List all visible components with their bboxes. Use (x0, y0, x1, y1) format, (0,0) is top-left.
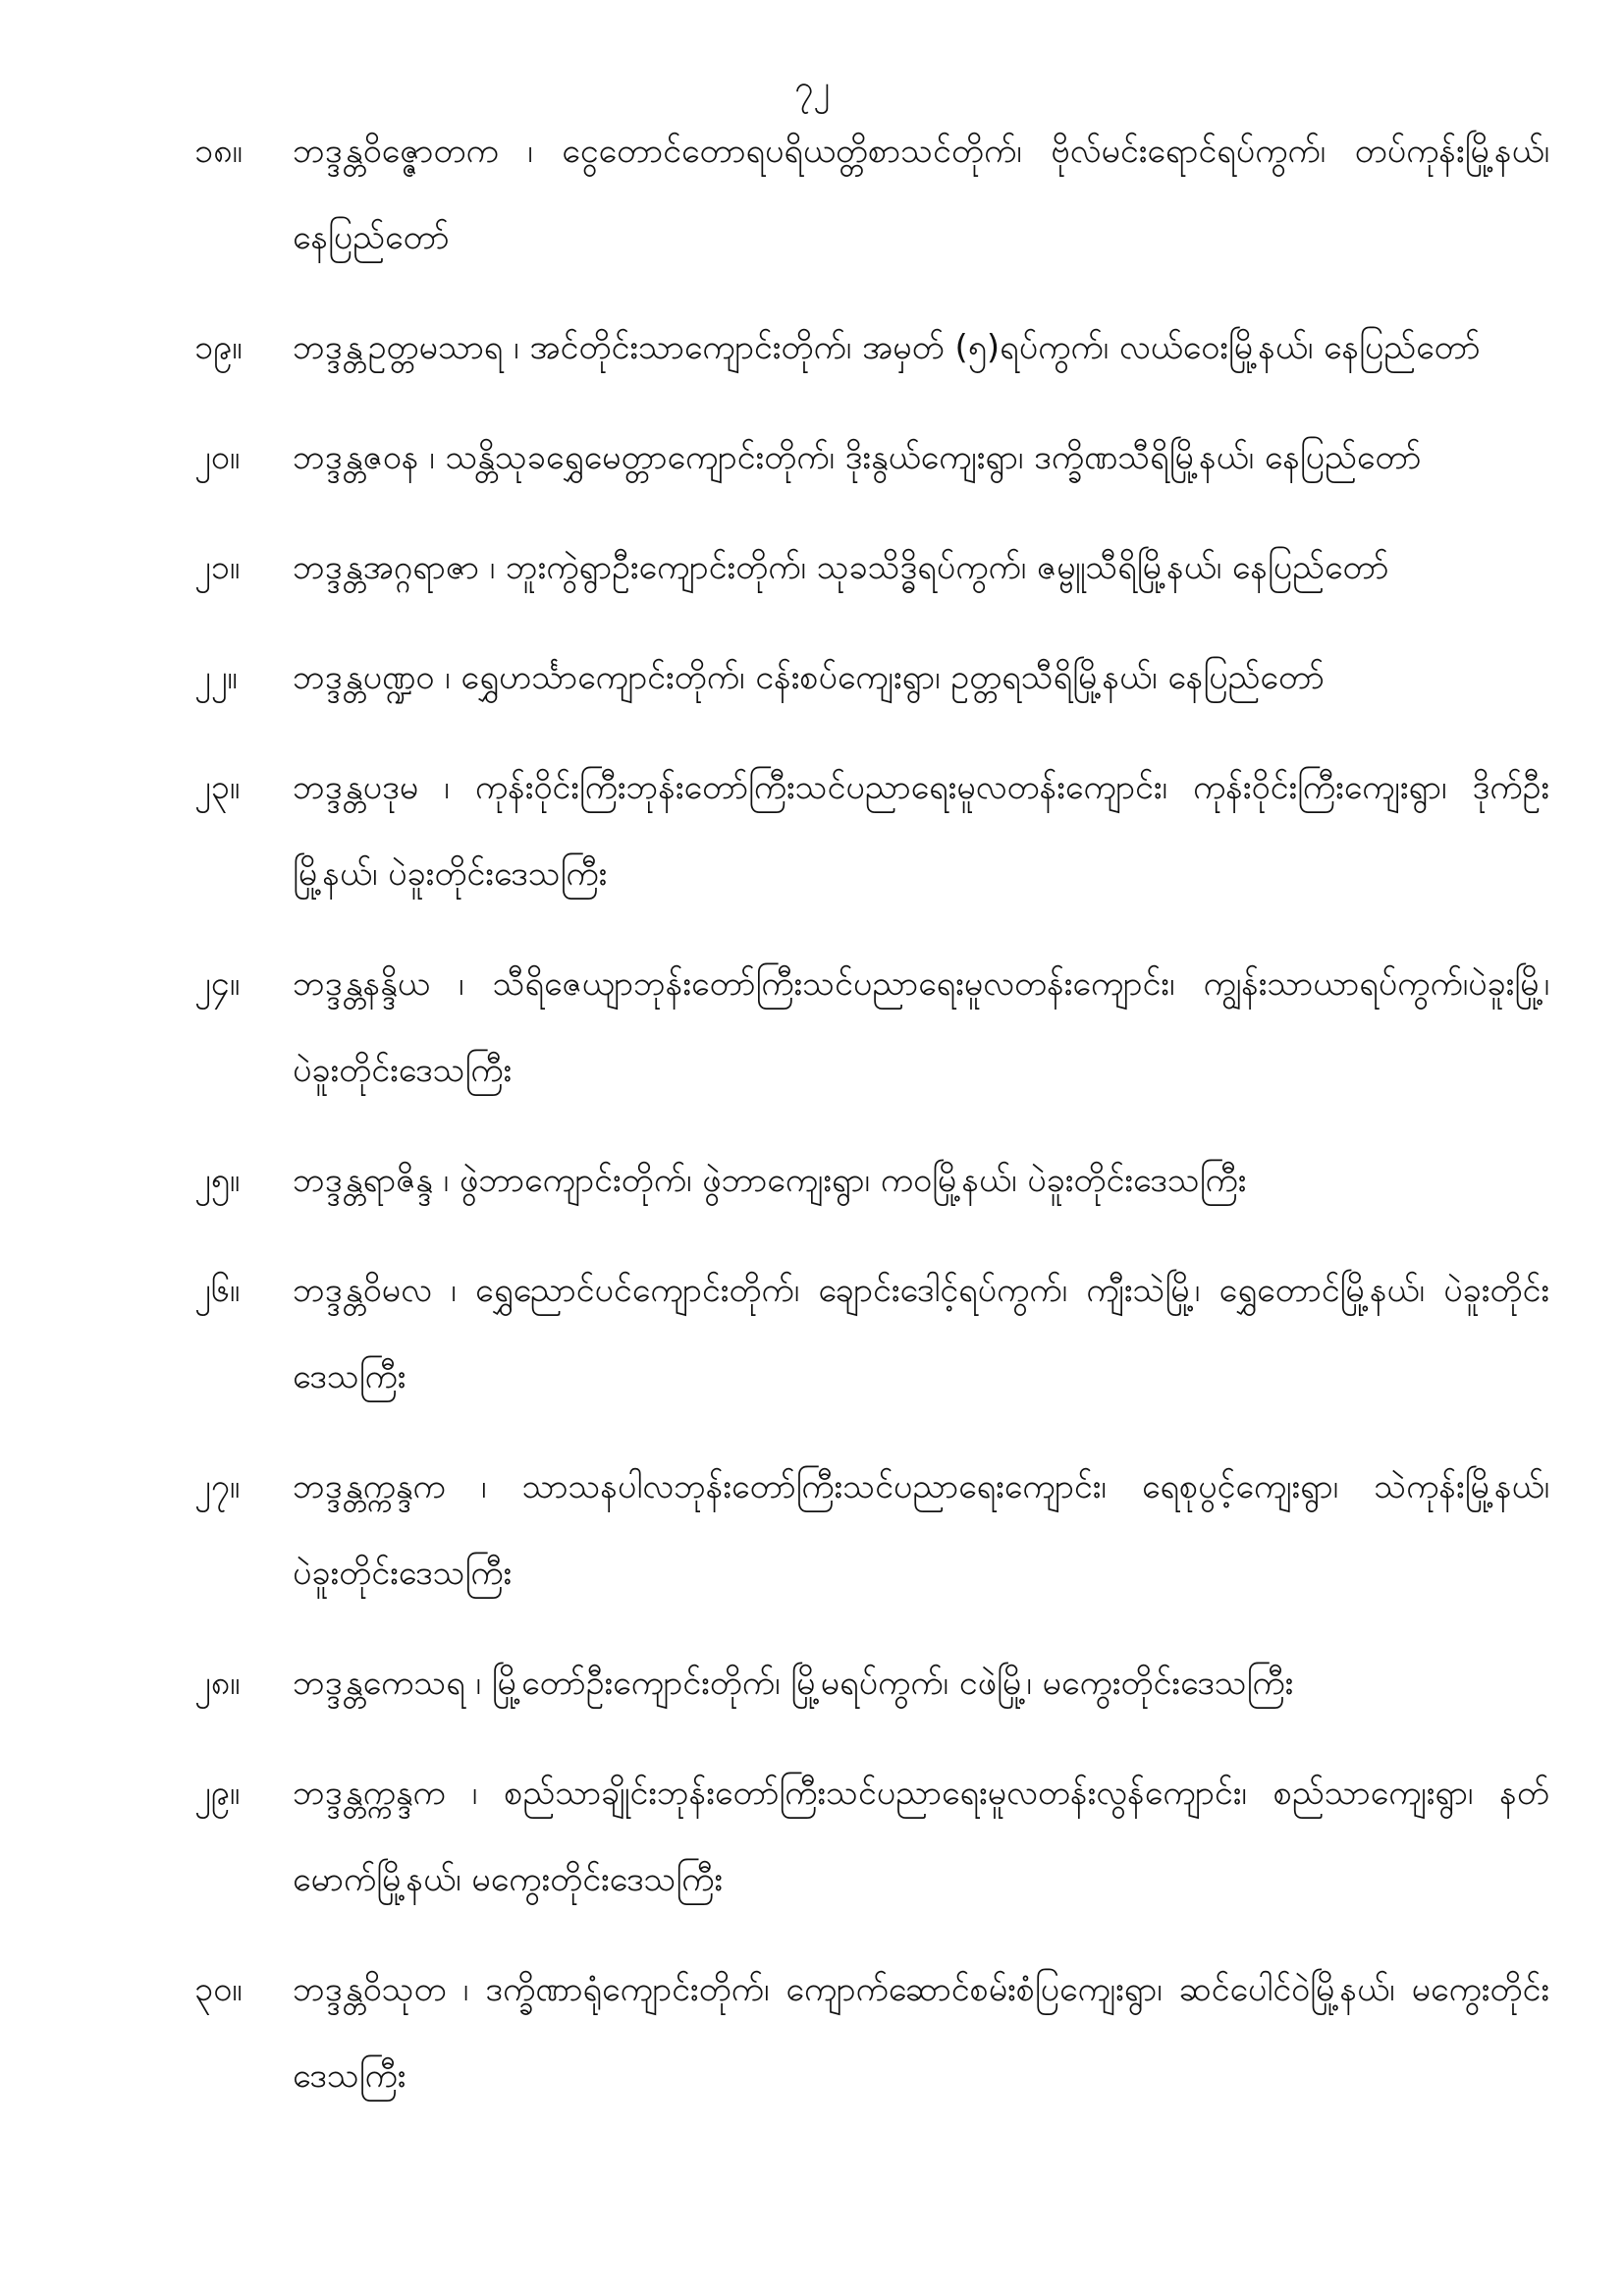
list-item (0, 414, 1624, 501)
entry-number: ၂၆။ (194, 1271, 241, 1310)
entry-number: ၁၈။ (194, 132, 243, 171)
list-item (0, 634, 1624, 721)
entry-number: ၂၁။ (194, 548, 241, 587)
entry-text: ဘဒ္ဒန္တပဒုမ ၊ ကုန်းဝိုင်းကြီးဘုန်းတော်ကြီးသင်ပညာရေးမူလတန်းကျောင်း၊ ကုန်းဝိုင်းကြီးကျေးရွာ၊ ဒိုက်ဦးမြို့နယ်၊ ပဲခူးတိုင်းဒေသကြီး (293, 768, 1549, 894)
list-item (0, 1247, 1624, 1420)
entry-number: ၂၉။ (194, 1774, 241, 1813)
page-number: ၇၂ (794, 69, 830, 108)
entry-text: ဘဒ္ဒန္တဥတ္တမသာရ ၊ အင်တိုင်းသာကျောင်းတိုက်၊ အမှတ် (၅)ရပ်ကွက်၊ လယ်ဝေးမြို့နယ်၊ နေပြည်တော် (293, 328, 1481, 367)
entry-list (0, 108, 1624, 2143)
entry-number: ၂၈။ (194, 1664, 241, 1703)
entry-number: ၂၂။ (194, 658, 238, 697)
list-item (0, 1750, 1624, 1923)
list-item (0, 941, 1624, 1114)
list-item (0, 1444, 1624, 1616)
entry-text: ဘဒ္ဒန္တဝိမလ ၊ ရွှေညောင်ပင်ကျောင်းတိုက်၊ ချောင်းဒေါင့်ရပ်ကွက်၊ ကျီးသဲမြို့၊ ရွှေတောင်မြို့နယ်၊ ပဲခူးတိုင်းဒေသကြီး (293, 1271, 1549, 1396)
entry-number: ၂၃။ (194, 768, 241, 807)
entry-text: ဘဒ္ဒန္တရာဇိန္ဒ ၊ ဖွဲဘာကျောင်းတိုက်၊ ဖွဲဘာကျေးရွာ၊ ကဝမြို့နယ်၊ ပဲခူးတိုင်းဒေသကြီး (293, 1161, 1247, 1200)
entry-number: ၂၇။ (194, 1467, 241, 1506)
list-item (0, 524, 1624, 611)
entry-text: ဘဒ္ဒန္တအဂ္ဂရာဇာ ၊ ဘူးကွဲရွာဦးကျောင်းတိုက်၊ သုခသိဒ္ဓိရပ်ကွက်၊ ဇမ္ဗူသီရိမြို့နယ်၊ နေပြည်တော် (293, 548, 1389, 587)
entry-number: ၁၉။ (194, 328, 243, 367)
entry-text: ဘဒ္ဒန္တပဏ္ဍဝ ၊ ရွှေဟင်္သာကျောင်းတိုက်၊ ငန်းစပ်ကျေးရွာ၊ ဥတ္တရသီရိမြို့နယ်၊ နေပြည်တော် (293, 658, 1325, 697)
list-item (0, 304, 1624, 391)
list-item (0, 744, 1624, 917)
entry-text: ဘဒ္ဒန္တက္ကန္ဒက ၊ သာသနပါလဘုန်းတော်ကြီးသင်ပညာရေးကျောင်း၊ ရေစုပွင့်ကျေးရွာ၊ သဲကုန်းမြို့နယ်၊ ပဲခူးတိုင်းဒေသကြီး (293, 1467, 1549, 1593)
entry-number: ၃၀။ (194, 1970, 243, 2009)
list-item (0, 1137, 1624, 1224)
entry-text: ဘဒ္ဒန္တဝိသုတ ၊ ဒက္ခိဏာရုံကျောင်းတိုက်၊ ကျောက်ဆောင်စမ်းစံပြကျေးရွာ၊ ဆင်ပေါင်ဝဲမြို့နယ်၊ မကွေးတိုင်းဒေသကြီး (293, 1970, 1549, 2096)
list-item (0, 108, 1624, 281)
list-item (0, 1640, 1624, 1726)
entry-number: ၂၅။ (194, 1161, 241, 1200)
entry-text: ဘဒ္ဒန္တက္ကန္ဒက ၊ စည်သာချိုင်းဘုန်းတော်ကြီးသင်ပညာရေးမူလတန်းလွန်ကျောင်း၊ စည်သာကျေးရွာ၊ နတ်မောက်မြို့နယ်၊ မကွေးတိုင်းဒေသကြီး (293, 1774, 1549, 1899)
list-item (0, 1946, 1624, 2119)
entry-text: ဘဒ္ဒန္တနန္ဒိယ ၊ သီရိဇေယျာဘုန်းတော်ကြီးသင်ပညာရေးမူလတန်းကျောင်း၊ ကျွန်းသာယာရပ်ကွက်၊ပဲခူးမြို့၊ ပဲခူးတိုင်းဒေသကြီး (293, 964, 1549, 1090)
entry-text: ဘဒ္ဒန္တဝိဇ္ဇောတက ၊ ငွေတောင်တောရပရိယတ္တိစာသင်တိုက်၊ ဗိုလ်မင်းရောင်ရပ်ကွက်၊ တပ်ကုန်းမြို့နယ်၊ နေပြည်တော် (293, 132, 1549, 257)
entry-text: ဘဒ္ဒန္တကေသရ ၊ မြို့တော်ဦးကျောင်းတိုက်၊ မြို့မရပ်ကွက်၊ ငဖဲမြို့၊ မကွေးတိုင်းဒေသကြီး (293, 1664, 1294, 1703)
entry-number: ၂၀။ (194, 438, 241, 477)
entry-number: ၂၄။ (194, 964, 241, 1004)
entry-text: ဘဒ္ဒန္တဇဝန ၊ သန္တိသုခရွှေမေတ္တာကျောင်းတိုက်၊ ဒိုးနွယ်ကျေးရွာ၊ ဒက္ခိဏသီရိမြို့နယ်၊ နေပြည်တော် (293, 438, 1422, 477)
